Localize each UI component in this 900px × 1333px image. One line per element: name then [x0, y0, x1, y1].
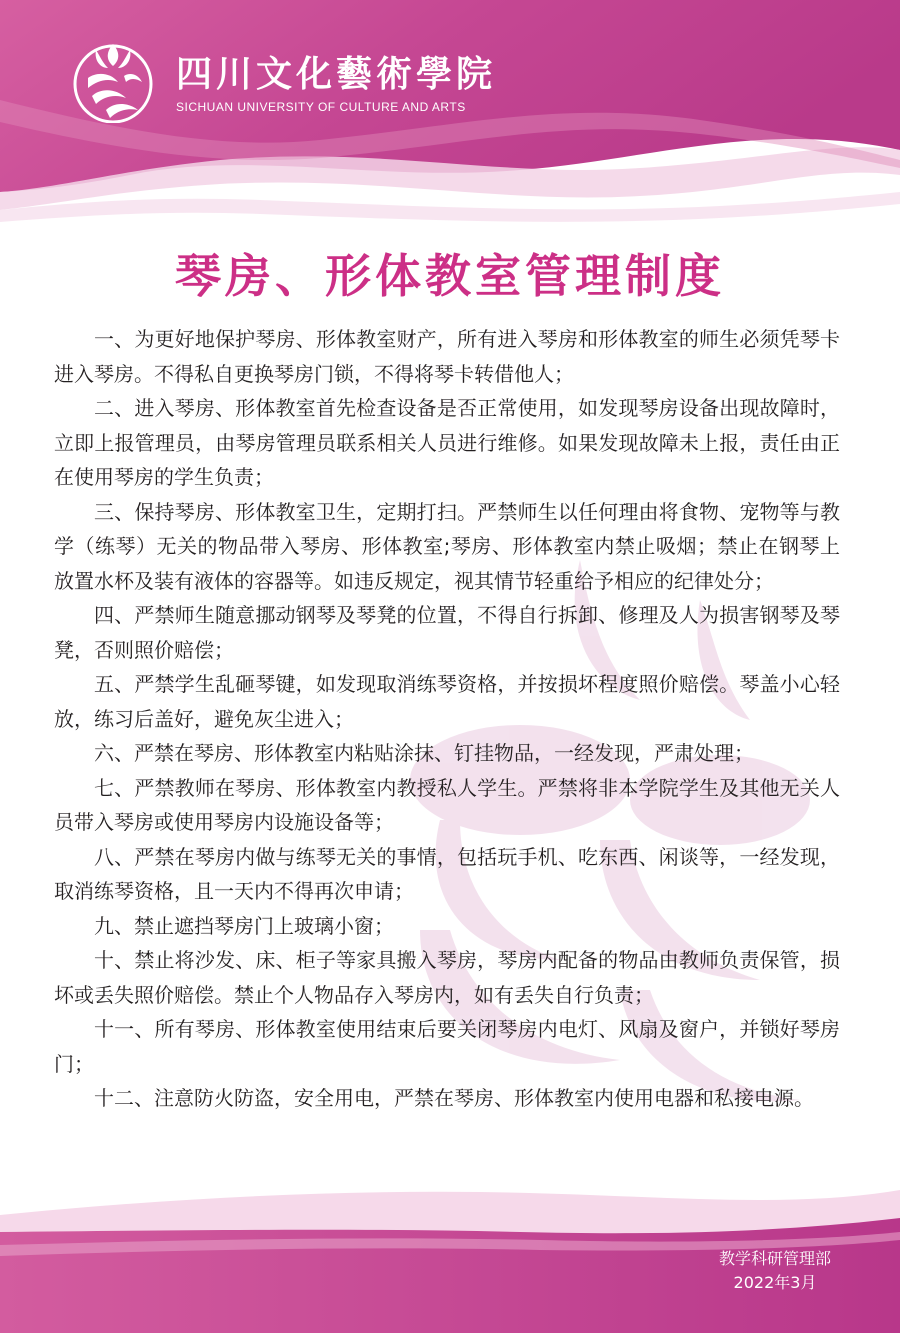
regulation-paragraph-1: 一、为更好地保护琴房、形体教室财产，所有进入琴房和形体教室的师生必须凭琴卡进入琴房。不得私自更换琴房门锁，不得将琴卡转借他人；	[54, 327, 840, 386]
regulation-paragraph-7: 七、严禁教师在琴房、形体教室内教授私人学生。严禁将非本学院学生及其他无关人员带入琴房或使用琴房内设施设备等；	[54, 775, 840, 834]
issue-date: 2022年3月	[733, 1273, 817, 1292]
regulation-paragraph-6: 六、严禁在琴房、形体教室内粘贴涂抹、钉挂物品，一经发现，严肃处理；	[94, 741, 754, 765]
regulation-content	[54, 322, 840, 1116]
regulation-paragraph-2: 二、进入琴房、形体教室首先检查设备是否正常使用，如发现琴房设备出现故障时，立即上报管理员，由琴房管理员联系相关人员进行维修。如果发现故障未上报，责任由正在使用琴房的学生负责；	[54, 396, 840, 489]
document-title: 琴房、形体教室管理制度	[175, 249, 725, 303]
regulation-paragraph-5: 五、严禁学生乱砸琴键，如发现取消练琴资格，并按损坏程度照价赔偿。琴盖小心轻放，练习后盖好，避免灰尘进入；	[54, 672, 840, 731]
regulation-paragraph-3: 三、保持琴房、形体教室卫生，定期打扫。严禁师生以任何理由将食物、宠物等与教学（练琴）无关的物品带入琴房、形体教室;琴房、形体教室内禁止吸烟；禁止在钢琴上放置水杯及装有液体的容器等。如违反规定，视其情节轻重给予相应的纪律处分；	[54, 499, 840, 593]
regulation-paragraph-11: 十一、所有琴房、形体教室使用结束后要关闭琴房内电灯、风扇及窗户，并锁好琴房门；	[54, 1017, 840, 1076]
regulation-paragraph-9: 九、禁止遮挡琴房门上玻璃小窗；	[94, 913, 394, 938]
regulation-paragraph-10: 十、禁止将沙发、床、柜子等家具搬入琴房，琴房内配备的物品由教师负责保管，损坏或丢失照价赔偿。禁止个人物品存入琴房内，如有丢失自行负责；	[54, 948, 840, 1007]
department-name: 教学科研管理部	[718, 1249, 831, 1268]
flame-flower-logo-icon	[66, 38, 161, 123]
regulation-paragraph-12: 十二、注意防火防盗，安全用电，严禁在琴房、形体教室内使用电器和私接电源。	[94, 1086, 814, 1110]
school-name-cn: 四川文化藝術學院	[176, 53, 497, 95]
school-name-en: SICHUAN UNIVERSITY OF CULTURE AND ARTS	[176, 100, 466, 114]
footer-signature	[670, 1247, 880, 1295]
regulation-paragraph-4: 四、严禁师生随意挪动钢琴及琴凳的位置，不得自行拆卸、修理及人为损害钢琴及琴凳，否则照价赔偿；	[54, 603, 840, 662]
regulation-paragraph-8: 八、严禁在琴房内做与练琴无关的事情，包括玩手机、吃东西、闲谈等，一经发现，取消练琴资格，且一天内不得再次申请；	[54, 844, 840, 903]
